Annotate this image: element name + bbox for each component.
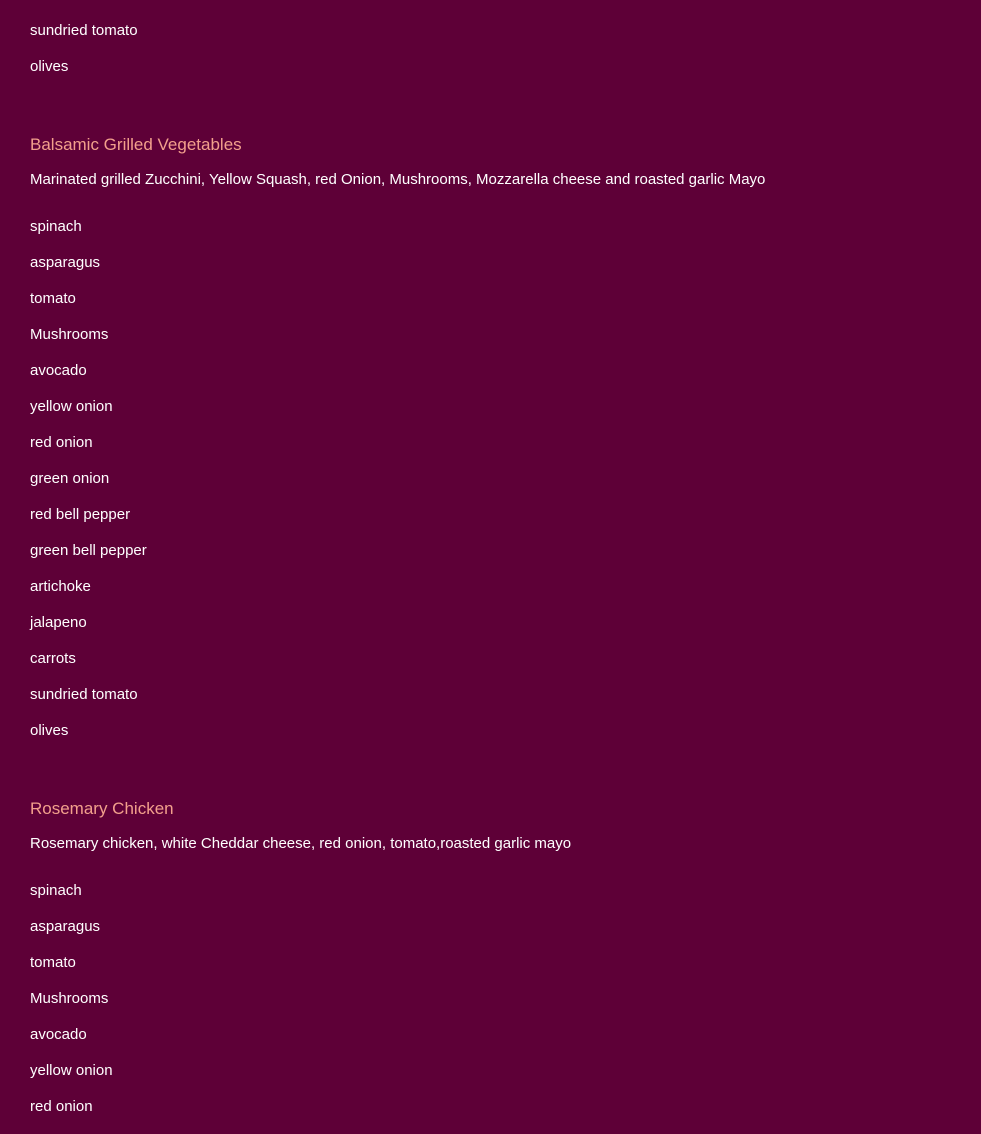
topping-item: green bell pepper (30, 542, 147, 559)
topping-item: red bell pepper (30, 506, 131, 523)
topping-list (30, 882, 960, 1134)
menu-item-description: Marinated grilled Zucchini, Yellow Squash, red Onion, Mushrooms, Mozzarella cheese and roasted garlic Mayo (30, 171, 766, 188)
topping-list (30, 218, 960, 758)
topping-item: asparagus (30, 254, 101, 271)
menu-item-title: Rosemary Chicken (30, 799, 174, 818)
topping-item: tomato (30, 954, 76, 971)
topping-item: yellow onion (30, 398, 113, 415)
topping-item: olives (30, 58, 69, 75)
menu-item-description: Rosemary chicken, white Cheddar cheese, red onion, tomato,roasted garlic mayo (30, 835, 572, 852)
topping-item: artichoke (30, 578, 91, 595)
topping-item: red onion (30, 1098, 93, 1115)
topping-item: carrots (30, 650, 76, 667)
topping-item: spinach (30, 882, 82, 899)
topping-list-top (30, 22, 138, 94)
topping-item: avocado (30, 1026, 87, 1043)
topping-item: red onion (30, 434, 93, 451)
menu-item-title: Balsamic Grilled Vegetables (30, 135, 242, 154)
topping-item: jalapeno (30, 614, 87, 631)
topping-item: olives (30, 722, 69, 739)
topping-item: green onion (30, 470, 110, 487)
topping-item: yellow onion (30, 1062, 113, 1079)
topping-item: asparagus (30, 918, 101, 935)
menu-item-rosemary-chicken (30, 799, 960, 1134)
topping-item: sundried tomato (30, 686, 138, 703)
topping-item: tomato (30, 290, 76, 307)
topping-item: Mushrooms (30, 326, 109, 343)
topping-item: sundried tomato (30, 22, 138, 39)
menu-item-balsamic-grilled-vegetables (30, 135, 960, 758)
topping-item: avocado (30, 362, 87, 379)
topping-item: Mushrooms (30, 990, 109, 1007)
topping-item: spinach (30, 218, 82, 235)
